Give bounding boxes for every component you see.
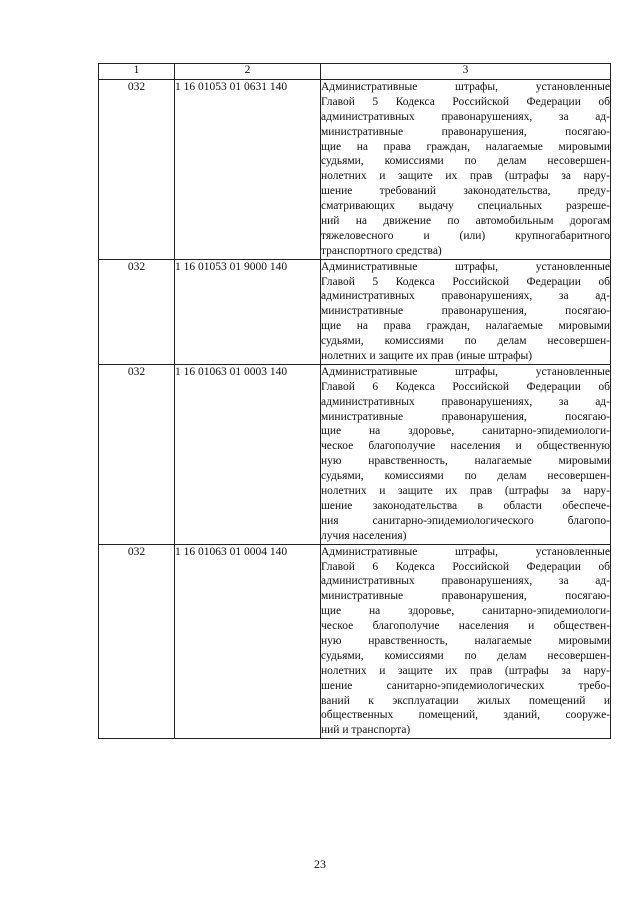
description-line: шение законодательства в области обеспече-: [321, 499, 610, 512]
description-line: щие на права граждан, налагаемые мировыми: [321, 140, 610, 153]
description-line: ческое благополучие населения и обществен-: [321, 620, 610, 633]
description-line: Главой 6 Кодекса Российской Федерации об: [321, 560, 610, 573]
page-number: 23: [314, 857, 326, 871]
description-line: шение санитарно-эпидемиологических требо-: [321, 679, 610, 692]
description-line: тяжеловесного и (или) крупногабаритного: [321, 229, 610, 242]
classification-code: 1 16 01053 01 9000 140: [175, 259, 321, 364]
table-header-row: [99, 64, 611, 80]
income-description: [321, 80, 611, 260]
description-line: министративные правонарушения, посягаю-: [321, 410, 610, 423]
description-line: ваний к эксплуатации жилых помещений и: [321, 694, 610, 707]
description-line: шение требований законодательства, преду-: [321, 185, 610, 198]
description-line: Административные штрафы, установленные: [321, 365, 610, 378]
description-line: Главой 5 Кодекса Российской Федерации об: [321, 95, 610, 108]
description-line: транспортного средства): [321, 244, 442, 257]
income-description: [321, 364, 611, 544]
budget-codes-table: [98, 63, 611, 739]
table-row: [99, 259, 611, 364]
description-line: Главой 6 Кодекса Российской Федерации об: [321, 380, 610, 393]
description-line: нолетних и защите их прав (штрафы за нару-: [321, 664, 610, 677]
description-line: ческое благополучие населения и общественную: [321, 440, 610, 453]
description-line: судьями, комиссиями по делам несовершен-: [321, 470, 610, 483]
table-row: [99, 80, 611, 260]
description-line: административных правонарушениях, за ад-: [321, 290, 610, 303]
description-line: ную нравственность, налагаемые мировыми: [321, 455, 610, 468]
income-description: [321, 259, 611, 364]
classification-code: 1 16 01053 01 0631 140: [175, 80, 321, 260]
description-line: судьями, комиссиями по делам несовершен-: [321, 335, 610, 348]
description-line: щие на здоровье, санитарно-эпидемиологи-: [321, 425, 610, 438]
description-line: щие на здоровье, санитарно-эпидемиологи-: [321, 605, 610, 618]
description-line: Административные штрафы, установленные: [321, 545, 610, 558]
administrator-code: 032: [99, 259, 175, 364]
description-line: общественных помещений, зданий, сооруже-: [321, 709, 610, 722]
description-line: ную нравственность, налагаемые мировыми: [321, 634, 610, 647]
description-line: ний на движение по автомобильным дорогам: [321, 215, 610, 228]
description-line: административных правонарушениях, за ад-: [321, 395, 610, 408]
description-line: нолетних и защите их прав (иные штрафы): [321, 350, 533, 363]
description-line: административных правонарушениях, за ад-: [321, 575, 610, 588]
column-number-2: 2: [175, 64, 321, 80]
description-line: Административные штрафы, установленные: [321, 260, 610, 273]
description-line: нолетних и защите их прав (штрафы за нару-: [321, 485, 610, 498]
description-line: сматривающих выдачу специальных разреше-: [321, 200, 610, 213]
classification-code: 1 16 01063 01 0004 140: [175, 544, 321, 739]
description-line: щие на права граждан, налагаемые мировыми: [321, 320, 610, 333]
description-line: Главой 5 Кодекса Российской Федерации об: [321, 275, 610, 288]
description-line: министративные правонарушения, посягаю-: [321, 590, 610, 603]
classification-code: 1 16 01063 01 0003 140: [175, 364, 321, 544]
description-line: нолетних и защите их прав (штрафы за нару-: [321, 170, 610, 183]
column-number-1: 1: [99, 64, 175, 80]
administrator-code: 032: [99, 364, 175, 544]
table-row: [99, 544, 611, 739]
description-line: министративные правонарушения, посягаю-: [321, 125, 610, 138]
description-line: Административные штрафы, установленные: [321, 81, 610, 93]
description-line: министративные правонарушения, посягаю-: [321, 305, 610, 318]
description-line: ния санитарно-эпидемиологического благопо-: [321, 514, 610, 527]
description-line: ний и транспорта): [321, 724, 411, 737]
administrator-code: 032: [99, 80, 175, 260]
income-description: [321, 544, 611, 739]
description-line: лучия населения): [321, 529, 407, 542]
column-number-3: 3: [321, 64, 611, 80]
administrator-code: 032: [99, 544, 175, 739]
table-row: [99, 364, 611, 544]
description-line: судьями, комиссиями по делам несовершен-: [321, 155, 610, 168]
description-line: административных правонарушениях, за ад-: [321, 110, 610, 123]
description-line: судьями, комиссиями по делам несовершен-: [321, 649, 610, 662]
